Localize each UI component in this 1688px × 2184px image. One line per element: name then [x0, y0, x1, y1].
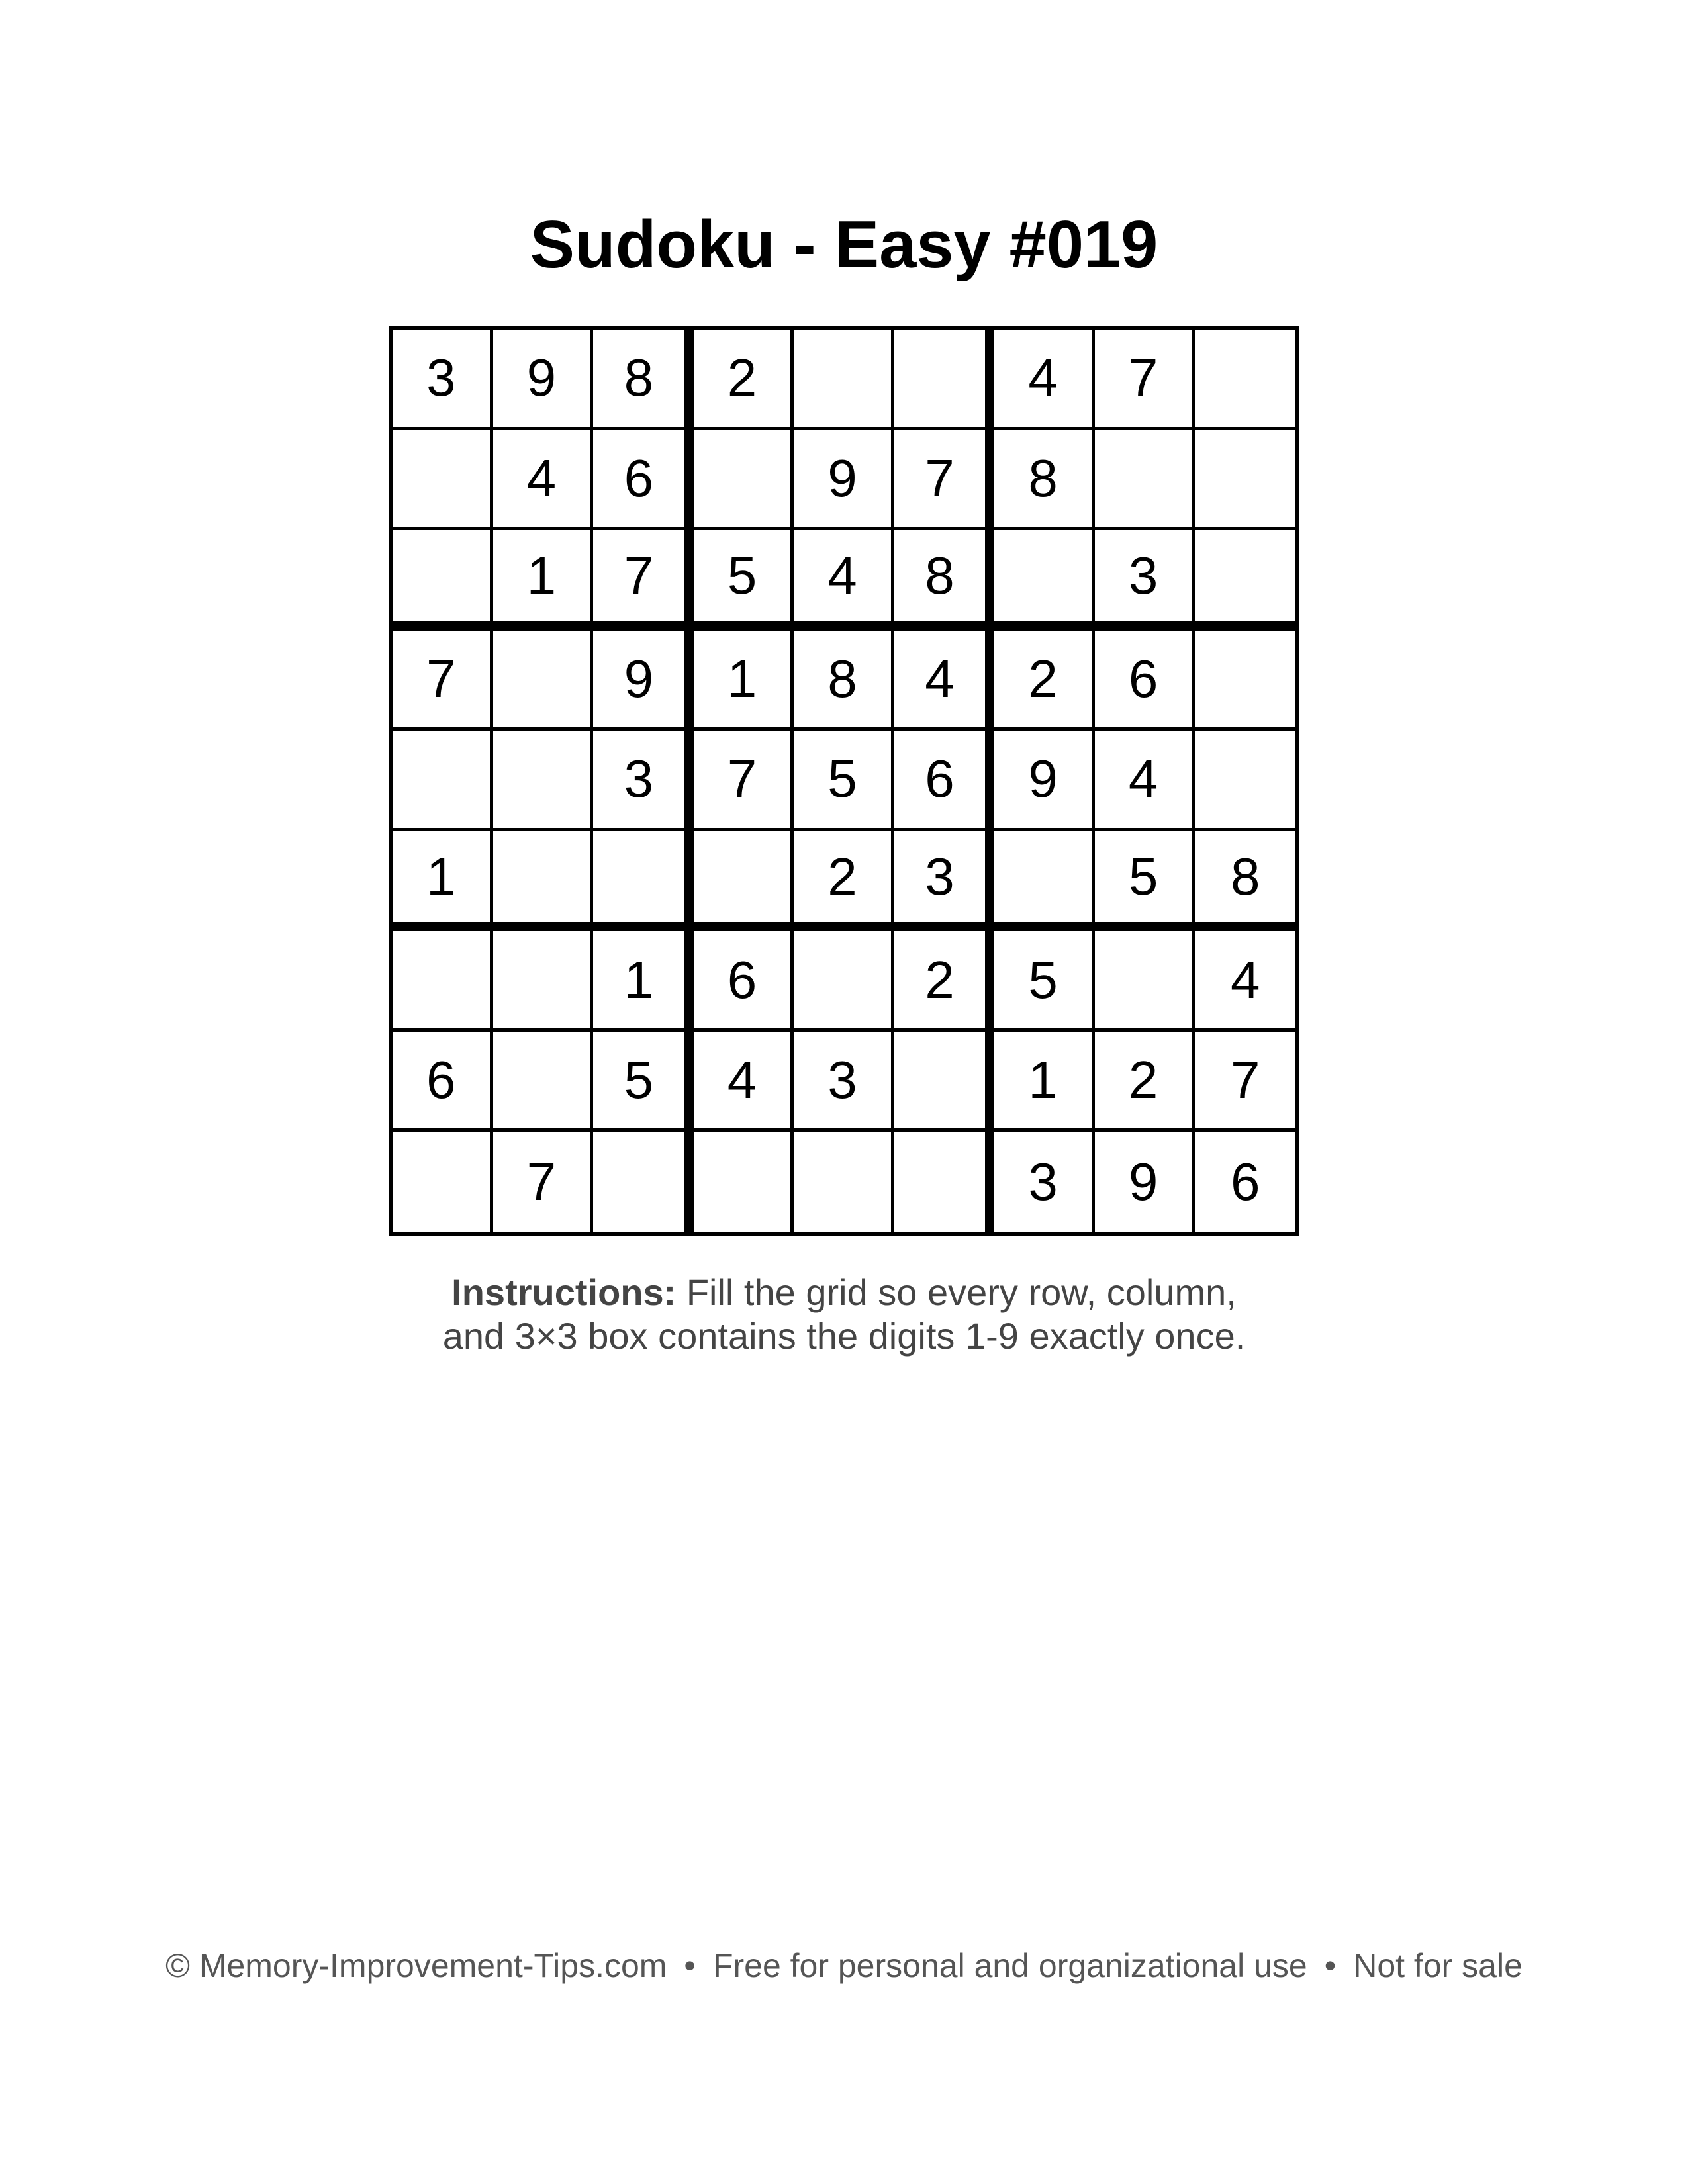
sudoku-cell-r6-c9[interactable]: 8	[1195, 831, 1295, 932]
sudoku-cell-r3-c7[interactable]	[994, 530, 1095, 631]
sudoku-cell-r4-c3[interactable]: 9	[593, 631, 694, 731]
sudoku-cell-r1-c2[interactable]: 9	[493, 330, 594, 430]
footer-separator: •	[1324, 1947, 1336, 1984]
sudoku-cell-r9-c5[interactable]	[794, 1132, 894, 1232]
sudoku-cell-r5-c5[interactable]: 5	[794, 731, 894, 831]
sudoku-cell-r3-c9[interactable]	[1195, 530, 1295, 631]
sudoku-cell-r3-c8[interactable]: 3	[1095, 530, 1196, 631]
sudoku-cell-r2-c2[interactable]: 4	[493, 430, 594, 531]
sudoku-cell-r8-c1[interactable]: 6	[393, 1032, 493, 1132]
footer-separator: •	[684, 1947, 696, 1984]
sudoku-cell-r9-c8[interactable]: 9	[1095, 1132, 1196, 1232]
sudoku-cell-r6-c2[interactable]	[493, 831, 594, 932]
sudoku-cell-r3-c4[interactable]: 5	[694, 530, 794, 631]
sudoku-cell-r5-c2[interactable]	[493, 731, 594, 831]
sudoku-cell-r6-c1[interactable]: 1	[393, 831, 493, 932]
sudoku-cell-r4-c2[interactable]	[493, 631, 594, 731]
sudoku-cell-r4-c8[interactable]: 6	[1095, 631, 1196, 731]
sudoku-cell-r7-c8[interactable]	[1095, 931, 1196, 1032]
sudoku-cell-r5-c7[interactable]: 9	[994, 731, 1095, 831]
instructions	[0, 1271, 1688, 1358]
sudoku-cell-r4-c4[interactable]: 1	[694, 631, 794, 731]
sudoku-cell-r2-c9[interactable]	[1195, 430, 1295, 531]
page-title: Sudoku - Easy #019	[530, 208, 1158, 282]
sudoku-cell-r6-c5[interactable]: 2	[794, 831, 894, 932]
sudoku-cell-r4-c5[interactable]: 8	[794, 631, 894, 731]
sudoku-cell-r1-c6[interactable]	[894, 330, 995, 430]
sudoku-cell-r7-c3[interactable]: 1	[593, 931, 694, 1032]
instructions-text-1: Fill the grid so every row, column,	[686, 1271, 1237, 1313]
sudoku-cell-r8-c3[interactable]: 5	[593, 1032, 694, 1132]
sudoku-cell-r1-c3[interactable]: 8	[593, 330, 694, 430]
sudoku-cell-r7-c6[interactable]: 2	[894, 931, 995, 1032]
sudoku-cell-r3-c3[interactable]: 7	[593, 530, 694, 631]
sudoku-cell-r8-c5[interactable]: 3	[794, 1032, 894, 1132]
footer-not-for-sale: Not for sale	[1353, 1947, 1523, 1984]
sudoku-cell-r1-c8[interactable]: 7	[1095, 330, 1196, 430]
sudoku-cell-r2-c3[interactable]: 6	[593, 430, 694, 531]
sudoku-cell-r5-c9[interactable]	[1195, 731, 1295, 831]
sudoku-cell-r5-c3[interactable]: 3	[593, 731, 694, 831]
sudoku-cell-r9-c2[interactable]: 7	[493, 1132, 594, 1232]
sudoku-cell-r9-c7[interactable]: 3	[994, 1132, 1095, 1232]
sudoku-cell-r4-c6[interactable]: 4	[894, 631, 995, 731]
sudoku-cell-r1-c4[interactable]: 2	[694, 330, 794, 430]
footer-copyright: © Memory-Improvement-Tips.com	[165, 1947, 667, 1984]
sudoku-cell-r8-c4[interactable]: 4	[694, 1032, 794, 1132]
footer	[0, 1946, 1688, 1985]
sudoku-cell-r5-c6[interactable]: 6	[894, 731, 995, 831]
sudoku-cell-r9-c6[interactable]	[894, 1132, 995, 1232]
sudoku-cell-r6-c7[interactable]	[994, 831, 1095, 932]
sudoku-cell-r5-c1[interactable]	[393, 731, 493, 831]
instructions-line-1	[0, 1271, 1688, 1314]
sudoku-cell-r7-c5[interactable]	[794, 931, 894, 1032]
sudoku-cell-r2-c4[interactable]	[694, 430, 794, 531]
sudoku-cell-r4-c7[interactable]: 2	[994, 631, 1095, 731]
sudoku-cell-r5-c8[interactable]: 4	[1095, 731, 1196, 831]
sudoku-cell-r4-c1[interactable]: 7	[393, 631, 493, 731]
sudoku-grid	[389, 326, 1299, 1236]
sudoku-cell-r9-c1[interactable]	[393, 1132, 493, 1232]
sudoku-cell-r6-c3[interactable]	[593, 831, 694, 932]
instructions-line-2: and 3×3 box contains the digits 1-9 exactly once.	[442, 1315, 1246, 1357]
footer-usage: Free for personal and organizational use	[712, 1947, 1307, 1984]
sudoku-cell-r6-c8[interactable]: 5	[1095, 831, 1196, 932]
sudoku-cell-r8-c8[interactable]: 2	[1095, 1032, 1196, 1132]
sudoku-cell-r8-c7[interactable]: 1	[994, 1032, 1095, 1132]
sudoku-cell-r9-c9[interactable]: 6	[1230, 1152, 1260, 1212]
sudoku-cell-r5-c4[interactable]: 7	[694, 731, 794, 831]
sudoku-cell-r7-c1[interactable]	[393, 931, 493, 1032]
sudoku-cell-r8-c2[interactable]	[493, 1032, 594, 1132]
sudoku-cell-r7-c4[interactable]: 6	[694, 931, 794, 1032]
sudoku-cell-r1-c5[interactable]	[794, 330, 894, 430]
sudoku-cell-r3-c2[interactable]: 1	[493, 530, 594, 631]
sudoku-cell-r4-c9[interactable]	[1195, 631, 1295, 731]
sudoku-cell-r8-c9[interactable]: 7	[1195, 1032, 1295, 1132]
sudoku-cell-r7-c2[interactable]	[493, 931, 594, 1032]
sudoku-cell-r9-c3[interactable]	[593, 1132, 694, 1232]
sudoku-cell-r7-c9[interactable]: 4	[1195, 931, 1295, 1032]
sudoku-cell-r1-c9[interactable]	[1195, 330, 1295, 430]
sudoku-cell-r9-c4[interactable]	[694, 1132, 794, 1232]
sudoku-cell-r1-c7[interactable]: 4	[994, 330, 1095, 430]
sudoku-cell-r2-c5[interactable]: 9	[794, 430, 894, 531]
sudoku-cell-r8-c6[interactable]	[894, 1032, 995, 1132]
instructions-label: Instructions:	[451, 1271, 677, 1313]
sudoku-cell-r6-c6[interactable]: 3	[894, 831, 995, 932]
sudoku-cell-r2-c7[interactable]: 8	[994, 430, 1095, 531]
sudoku-cell-r2-c8[interactable]	[1095, 430, 1196, 531]
sudoku-cell-r1-c1[interactable]: 3	[393, 330, 493, 430]
sudoku-cell-r3-c5[interactable]: 4	[794, 530, 894, 631]
sudoku-cell-r7-c7[interactable]: 5	[994, 931, 1095, 1032]
sudoku-cell-r2-c6[interactable]: 7	[894, 430, 995, 531]
sudoku-cell-r6-c4[interactable]	[694, 831, 794, 932]
sudoku-cell-r2-c1[interactable]	[393, 430, 493, 531]
sudoku-cell-r3-c1[interactable]	[393, 530, 493, 631]
sudoku-cell-r3-c6[interactable]: 8	[894, 530, 995, 631]
